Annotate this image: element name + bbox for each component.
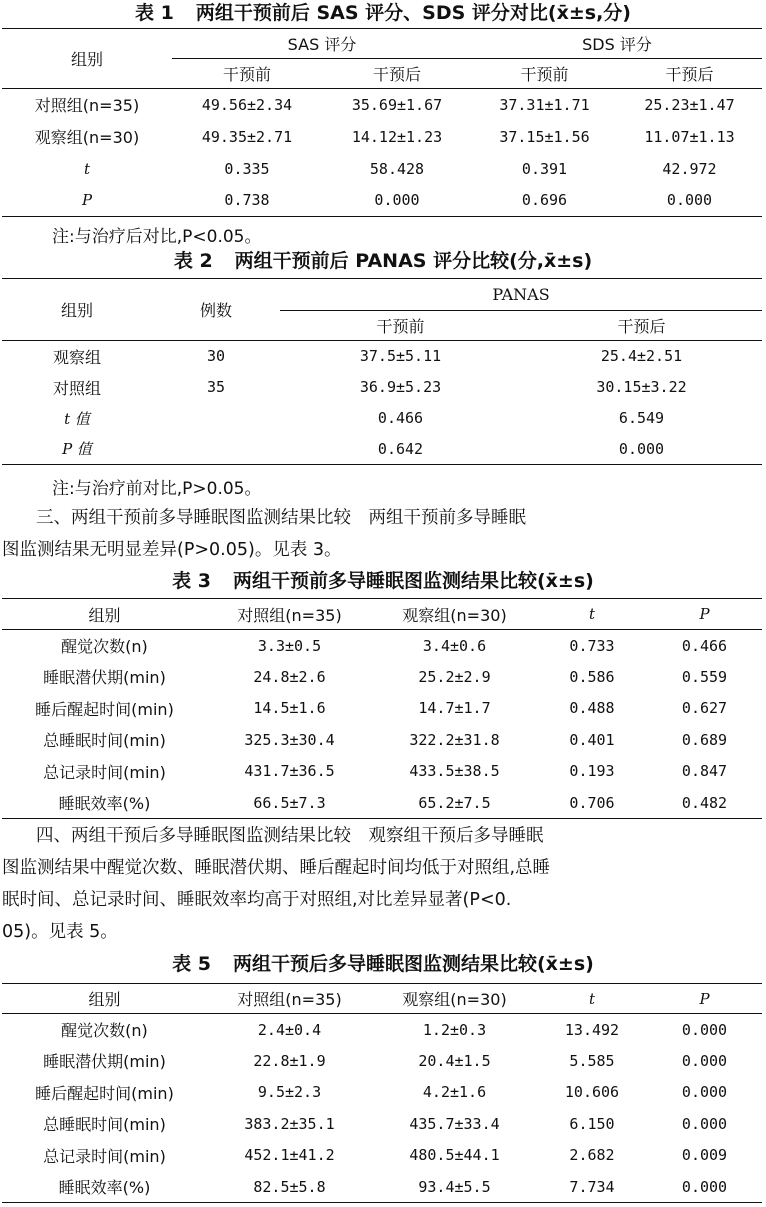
cell: 66.5±7.3 — [253, 793, 326, 812]
cell: 0.000 — [681, 1114, 728, 1133]
cell: 0.000 — [681, 1177, 728, 1196]
table1-caption-label: 表 1 — [135, 2, 174, 24]
cell: 0.000 — [374, 191, 420, 210]
cell: 37.15±1.56 — [499, 127, 590, 146]
cell: 1.2±0.3 — [422, 1020, 487, 1039]
row-label: 观察组(n=30) — [34, 128, 140, 147]
table3 — [2, 598, 762, 819]
table1-header-sas-before: 干预前 — [172, 59, 322, 89]
cell: 383.2±35.1 — [244, 1114, 335, 1133]
cell: 6.150 — [569, 1114, 615, 1133]
table2-header-after: 干预后 — [521, 311, 762, 341]
cell: 9.5±2.3 — [257, 1083, 322, 1102]
table3-caption-title: 两组干预前多导睡眠图监测结果比较(x̄±s) — [232, 570, 594, 592]
section3-paragraph — [2, 502, 762, 566]
paragraph-line: 四、两组干预后多导睡眠图监测结果比较 观察组干预后多导睡眠 — [36, 826, 544, 846]
cell: 0.488 — [569, 699, 615, 718]
paragraph-line: 三、两组干预前多导睡眠图监测结果比较 两组干预前多导睡眠 — [36, 508, 526, 528]
cell: 0.627 — [681, 699, 728, 718]
table2-header-group: 组别 — [2, 279, 152, 341]
paragraph-line: 图监测结果中醒觉次数、睡眠潜伏期、睡后醒起时间均低于对照组,总睡 — [2, 858, 551, 878]
cell: 0.466 — [377, 409, 424, 427]
table5-header-observe: 观察组(n=30) — [372, 984, 537, 1014]
row-label: 观察组 — [52, 347, 101, 367]
cell: 3.3±0.5 — [257, 636, 322, 655]
cell: 14.7±1.7 — [418, 699, 491, 718]
table1 — [2, 28, 762, 217]
cell: 37.31±1.71 — [499, 95, 590, 114]
table-row — [2, 1077, 762, 1109]
cell: 35 — [206, 378, 226, 396]
row-label: 醒觉次数(n) — [61, 1021, 148, 1040]
table5-caption-title: 两组干预后多导睡眠图监测结果比较(x̄±s) — [232, 953, 594, 975]
cell: 65.2±7.5 — [418, 793, 491, 812]
table3-header-p: P — [647, 599, 762, 630]
cell: 0.466 — [681, 636, 728, 655]
table5-header-group: 组别 — [2, 984, 207, 1014]
cell: 0.335 — [224, 159, 270, 178]
cell: 0.000 — [666, 191, 713, 210]
table-row — [2, 403, 762, 434]
cell: 3.4±0.6 — [422, 636, 487, 655]
cell: 2.682 — [569, 1146, 615, 1165]
cell — [152, 434, 280, 465]
cell: 0.559 — [681, 667, 728, 686]
table-row — [2, 185, 762, 217]
cell: 49.35±2.71 — [201, 127, 293, 146]
table1-caption-title: 两组干预前后 SAS 评分、SDS 评分对比(x̄±s,分) — [195, 2, 631, 24]
cell: 24.8±2.6 — [253, 667, 326, 686]
cell: 0.009 — [681, 1146, 728, 1165]
table5 — [2, 983, 762, 1203]
cell: 30.15±3.22 — [596, 378, 687, 396]
cell: 11.07±1.13 — [644, 127, 735, 146]
paragraph-line: 图监测结果无明显差异(P>0.05)。见表 3。 — [2, 540, 342, 560]
row-label: 醒觉次数(n) — [61, 637, 148, 656]
row-label: 总记录时间(min) — [43, 1146, 166, 1166]
row-label: 睡眠效率(%) — [58, 1178, 151, 1197]
table-row — [2, 756, 762, 788]
cell: 42.972 — [662, 159, 717, 178]
row-label: 睡后醒起时间(min) — [35, 699, 174, 719]
cell: 13.492 — [564, 1020, 620, 1039]
cell: 0.000 — [681, 1051, 728, 1070]
cell: 322.2±31.8 — [409, 730, 500, 749]
table-row — [2, 693, 762, 725]
table1-header-sds-before: 干预前 — [472, 59, 617, 89]
cell: 49.56±2.34 — [201, 95, 293, 114]
cell: 20.4±1.5 — [418, 1051, 491, 1070]
cell: 93.4±5.5 — [418, 1177, 491, 1196]
table1-caption — [0, 0, 766, 26]
cell: 435.7±33.4 — [409, 1114, 500, 1133]
table3-caption — [0, 568, 766, 594]
table3-header-group: 组别 — [2, 599, 207, 630]
table2-header-before: 干预前 — [280, 311, 521, 341]
cell: 325.3±30.4 — [244, 730, 335, 749]
table2-caption-label: 表 2 — [173, 250, 213, 272]
table-row — [2, 724, 762, 756]
cell: 0.391 — [521, 159, 568, 178]
cell: 0.586 — [569, 667, 615, 686]
cell: 35.69±1.67 — [351, 95, 443, 114]
cell: 25.4±2.51 — [600, 347, 683, 366]
table-row — [2, 787, 762, 819]
table5-caption — [0, 951, 766, 977]
table5-header-control: 对照组(n=35) — [207, 984, 372, 1014]
table3-header-observe: 观察组(n=30) — [372, 599, 537, 630]
section4-paragraph — [2, 820, 762, 948]
cell: 452.1±41.2 — [244, 1146, 335, 1165]
row-label: t 值 — [64, 409, 90, 428]
row-label: 睡后醒起时间(min) — [35, 1083, 174, 1103]
cell: 0.000 — [681, 1020, 728, 1039]
table5-header-t: t — [537, 984, 647, 1014]
cell: 37.5±5.11 — [359, 347, 442, 366]
cell: 5.585 — [569, 1051, 615, 1070]
table3-header-t: t — [537, 599, 647, 630]
table1-header-sds: SDS 评分 — [472, 29, 762, 59]
row-label: 对照组 — [52, 378, 101, 398]
table-row — [2, 121, 762, 153]
row-label: 对照组(n=35) — [34, 96, 140, 116]
cell: 10.606 — [564, 1083, 620, 1102]
row-label: 睡眠效率(%) — [58, 794, 151, 813]
table1-header-group: 组别 — [2, 29, 172, 89]
table2-caption — [0, 248, 766, 274]
table-row — [2, 372, 762, 403]
table-row — [2, 1045, 762, 1077]
table-row — [2, 1171, 762, 1203]
cell — [152, 403, 280, 434]
row-label: 总记录时间(min) — [43, 762, 166, 782]
cell: 0.738 — [224, 191, 270, 210]
cell: 14.5±1.6 — [253, 699, 326, 718]
row-label: t — [83, 159, 91, 178]
cell: 7.734 — [569, 1177, 615, 1196]
table2 — [2, 278, 762, 465]
table1-note: 注:与治疗后对比,P<0.05。 — [52, 227, 262, 247]
cell: 0.482 — [681, 793, 728, 812]
row-label: P — [81, 191, 93, 210]
paragraph-line: 眠时间、总记录时间、睡眠效率均高于对照组,对比差异显著(P<0. — [2, 890, 512, 910]
table-row — [2, 1108, 762, 1140]
cell: 14.12±1.23 — [351, 127, 443, 146]
cell: 480.5±44.1 — [409, 1146, 500, 1165]
cell: 25.2±2.9 — [418, 667, 491, 686]
cell: 0.642 — [377, 439, 424, 458]
paragraph-line: 05)。见表 5。 — [2, 922, 118, 942]
cell: 0.706 — [569, 793, 615, 812]
cell: 2.4±0.4 — [257, 1020, 322, 1039]
row-label: 睡眠潜伏期(min) — [43, 668, 166, 688]
table5-caption-label: 表 5 — [172, 953, 211, 975]
table1-header-sas-after: 干预后 — [322, 59, 472, 89]
cell: 6.549 — [618, 409, 665, 427]
cell: 0.696 — [521, 191, 568, 210]
cell: 431.7±36.5 — [244, 762, 335, 781]
row-label: 总睡眠时间(min) — [43, 731, 166, 751]
cell: 58.428 — [369, 159, 425, 178]
table5-header-p: P — [647, 984, 762, 1014]
cell: 36.9±5.23 — [359, 378, 442, 396]
table-row — [2, 661, 762, 693]
table-row — [2, 1140, 762, 1172]
cell: 22.8±1.9 — [253, 1051, 326, 1070]
table2-header-count: 例数 — [152, 279, 280, 341]
row-label: 睡眠潜伏期(min) — [43, 1052, 166, 1072]
table-row — [2, 341, 762, 372]
table2-caption-title: 两组干预前后 PANAS 评分比较(分,x̄±s) — [234, 250, 593, 272]
cell: 0.193 — [569, 762, 615, 781]
cell: 433.5±38.5 — [409, 762, 500, 781]
table3-header-control: 对照组(n=35) — [207, 599, 372, 630]
table-row — [2, 630, 762, 662]
table1-header-sds-after: 干预后 — [617, 59, 762, 89]
cell: 30 — [206, 347, 226, 366]
table-row — [2, 153, 762, 185]
table-row — [2, 89, 762, 121]
cell: 82.5±5.8 — [253, 1177, 326, 1196]
cell: 0.000 — [681, 1083, 728, 1102]
cell: 0.000 — [618, 439, 665, 458]
row-label: 总睡眠时间(min) — [43, 1115, 166, 1135]
table2-note: 注:与治疗前对比,P>0.05。 — [52, 479, 262, 499]
table1-header-sas: SAS 评分 — [172, 29, 472, 59]
cell: 25.23±1.47 — [644, 95, 735, 114]
row-label: P 值 — [62, 440, 92, 459]
table3-caption-label: 表 3 — [172, 570, 211, 592]
table2-header-panas: PANAS — [280, 279, 762, 311]
cell: 0.689 — [681, 730, 728, 749]
cell: 0.401 — [569, 730, 615, 749]
cell: 0.847 — [681, 762, 728, 781]
cell: 4.2±1.6 — [422, 1083, 487, 1102]
cell: 0.733 — [569, 636, 615, 655]
table-row — [2, 1014, 762, 1046]
table-row — [2, 434, 762, 465]
